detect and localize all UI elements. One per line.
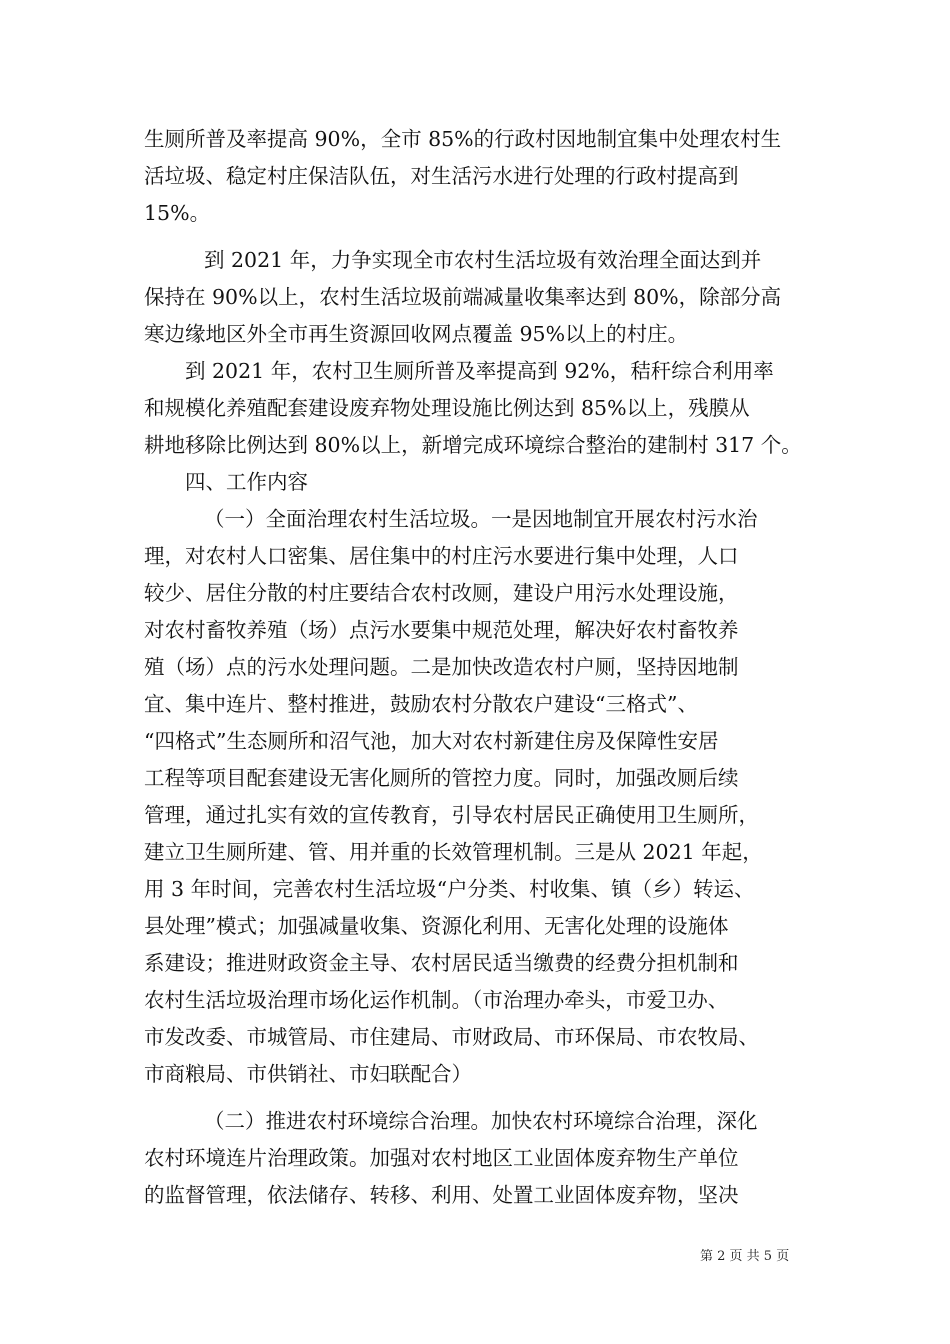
text-line: “四格式”生态厕所和沼气池，加大对农村新建住房及保障性安居 xyxy=(144,729,719,753)
text-line: 市发改委、市城管局、市住建局、市财政局、市环保局、市农牧局、 xyxy=(144,1025,759,1049)
text-line: 建立卫生厕所建、管、用并重的长效管理机制。三是从 2021 年起， xyxy=(144,840,763,864)
text-line: 用 3 年时间，完善农村生活垃圾“户分类、村收集、镇（乡）转运、 xyxy=(144,877,755,901)
text-line: 15%。 xyxy=(144,201,211,225)
text-line: 农村生活垃圾治理市场化运作机制。（市治理办牵头，市爱卫办、 xyxy=(144,988,729,1012)
text-line: 到 2021 年，力争实现全市农村生活垃圾有效治理全面达到并 xyxy=(204,248,762,272)
section-heading: 四、工作内容 xyxy=(185,470,308,494)
text-line: 宜、集中连片、整村推进，鼓励农村分散农户建设“三格式”、 xyxy=(144,692,698,716)
text-line: 保持在 90%以上，农村生活垃圾前端减量收集率达到 80%，除部分高 xyxy=(144,285,782,309)
paragraph-gap xyxy=(144,232,834,242)
page-number-footer: 第 2 页 共 5 页 xyxy=(700,1249,790,1264)
text-line: 和规模化养殖配套建设废弃物处理设施比例达到 85%以上，残膜从 xyxy=(144,396,750,420)
text-line: 市商粮局、市供销社、市妇联配合） xyxy=(144,1062,472,1086)
paragraph-toilet-target xyxy=(144,353,834,464)
paragraph-item-1 xyxy=(144,501,834,1093)
text-line: （一）全面治理农村生活垃圾。一是因地制宜开展农村污水治 xyxy=(204,507,758,531)
text-line: （二）推进农村环境综合治理。加快农村环境综合治理，深化 xyxy=(204,1109,758,1133)
text-line: 工程等项目配套建设无害化厕所的管控力度。同时，加强改厕后续 xyxy=(144,766,739,790)
text-line: 县处理”模式；加强减量收集、资源化利用、无害化处理的设施体 xyxy=(144,914,729,938)
document-body xyxy=(144,121,834,1214)
text-line: 农村环境连片治理政策。加强对农村地区工业固体废弃物生产单位 xyxy=(144,1146,739,1170)
text-line: 的监督管理，依法储存、转移、利用、处置工业固体废弃物，坚决 xyxy=(144,1183,739,1207)
text-line: 理，对农村人口密集、居住集中的村庄污水要进行集中处理，人口 xyxy=(144,544,739,568)
paragraph-targets-continued xyxy=(144,121,834,232)
text-line: 管理，通过扎实有效的宣传教育，引导农村居民正确使用卫生厕所， xyxy=(144,803,759,827)
text-line: 对农村畜牧养殖（场）点污水要集中规范处理，解决好农村畜牧养 xyxy=(144,618,739,642)
paragraph-garbage-target xyxy=(144,242,834,353)
text-line: 较少、居住分散的村庄要结合农村改厕，建设户用污水处理设施， xyxy=(144,581,739,605)
text-line: 系建设；推进财政资金主导、农村居民适当缴费的经费分担机制和 xyxy=(144,951,739,975)
text-line: 活垃圾、稳定村庄保洁队伍，对生活污水进行处理的行政村提高到 xyxy=(144,164,739,188)
paragraph-gap xyxy=(144,1093,834,1103)
text-line: 寒边缘地区外全市再生资源回收网点覆盖 95%以上的村庄。 xyxy=(144,322,689,346)
text-line: 耕地移除比例达到 80%以上，新增完成环境综合整治的建制村 317 个。 xyxy=(144,433,802,457)
section-heading-work-content xyxy=(144,464,834,501)
text-line: 生厕所普及率提高 90%，全市 85%的行政村因地制宜集中处理农村生 xyxy=(144,127,782,151)
paragraph-item-2 xyxy=(144,1103,834,1214)
text-line: 到 2021 年，农村卫生厕所普及率提高到 92%，秸秆综合利用率 xyxy=(185,359,774,383)
text-line: 殖（场）点的污水处理问题。二是加快改造农村户厕，坚持因地制 xyxy=(144,655,739,679)
